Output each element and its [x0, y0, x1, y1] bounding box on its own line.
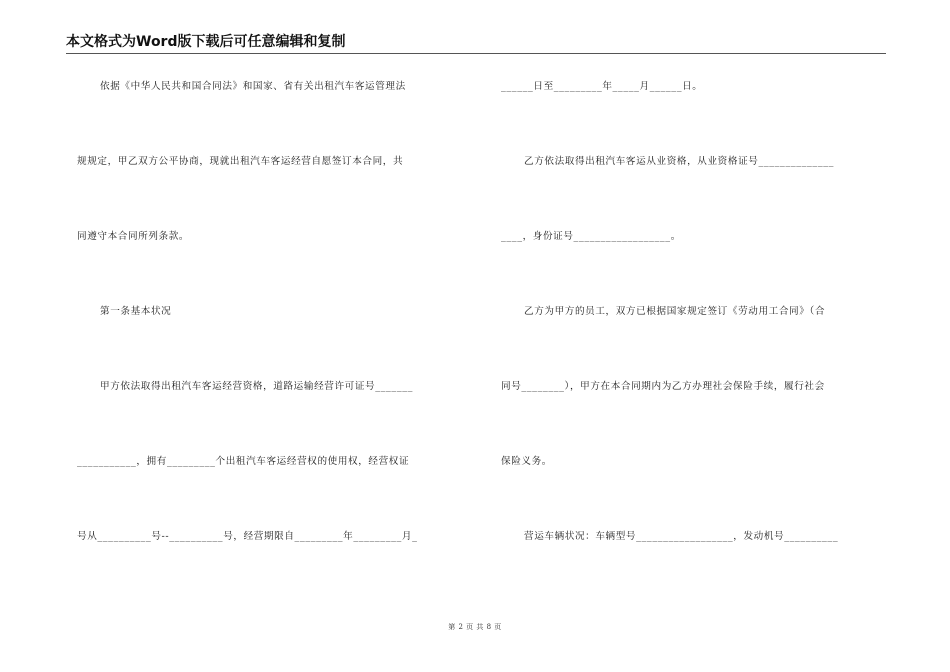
paragraph-line: 保险义务。 — [501, 456, 552, 467]
paragraph-line: 营运车辆状况：车辆型号__________________，发动机号__________ — [524, 531, 839, 542]
header-divider — [66, 53, 886, 54]
paragraph-line: ____，身份证号__________________。 — [501, 231, 681, 242]
paragraph-line: 号从__________号--__________号，经营期限自_________年_________月_ — [77, 531, 418, 542]
paragraph-line: ___________，拥有_________个出租汽车客运经营权的使用权，经营权证 — [77, 456, 410, 467]
page-number-footer: 第 2 页 共 8 页 — [448, 623, 502, 631]
paragraph-line: 同号________），甲方在本合同期内为乙方办理社会保险手续，履行社会 — [501, 381, 825, 392]
paragraph-line: 依据《中华人民共和国合同法》和国家、省有关出租汽车客运管理法 — [100, 81, 406, 92]
paragraph-line: 规规定，甲乙双方公平协商，现就出租汽车客运经营自愿签订本合同，共 — [77, 156, 404, 167]
paragraph-line: 乙方依法取得出租汽车客运从业资格，从业资格证号______________ — [524, 156, 835, 167]
paragraph-line: 同遵守本合同所列条款。 — [77, 231, 190, 242]
document-header-title: 本文格式为Word版下载后可任意编辑和复制 — [66, 34, 346, 50]
section-heading: 第一条基本状况 — [100, 306, 172, 317]
paragraph-line: 乙方为甲方的员工，双方已根据国家规定签订《劳动用工合同》（合 — [524, 306, 826, 317]
paragraph-line: ______日至_________年_____月______日。 — [501, 81, 703, 92]
paragraph-line: 甲方依法取得出租汽车客运经营资格，道路运输经营许可证号_______ — [100, 381, 414, 392]
